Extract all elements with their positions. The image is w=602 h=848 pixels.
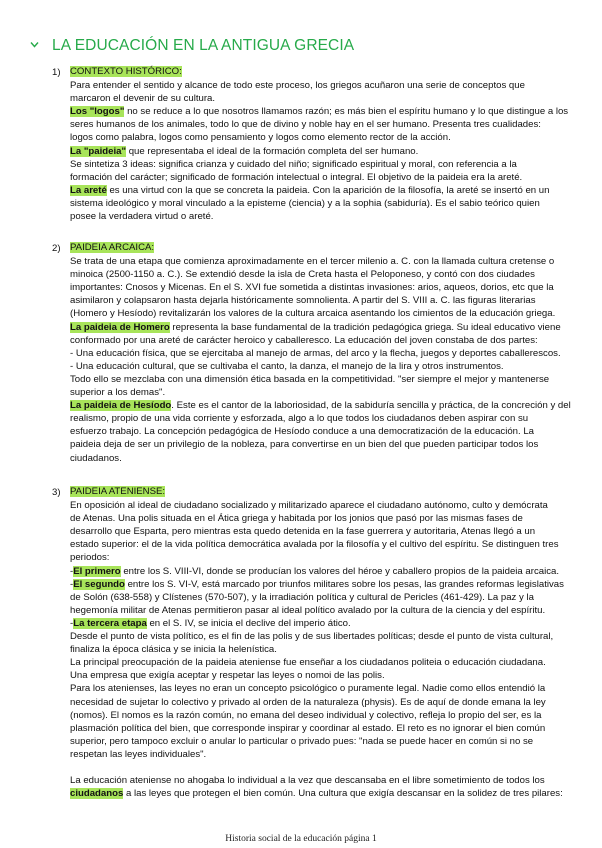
chevron-down-icon[interactable] <box>30 39 44 51</box>
section-number: 1) <box>52 67 61 78</box>
text-line: superior a los demas". <box>70 387 166 398</box>
text-line <box>70 106 568 118</box>
text-line: En oposición al ideal de ciudadano socializado y militarizado aparece el ciudadano autónomo, culto y demócrata <box>70 500 548 511</box>
highlighted-term: Los "logos" <box>70 106 125 118</box>
text-line: respetan las leyes individuales". <box>70 748 207 760</box>
bullet-dash: - <box>70 617 74 629</box>
section-heading-text: PAIDEIA ARCAICA: <box>70 242 155 253</box>
text-line: periodos: <box>70 552 110 564</box>
text-line: logos como palabra, logos como pensamiento y logos como elemento rector de la acción. <box>70 132 451 144</box>
section-heading <box>70 242 154 254</box>
section-heading <box>70 66 182 78</box>
text-line: paideia deja de ser un privilegio de la nobleza, para convertirse en un bien del que pueden participar todos los <box>70 439 539 451</box>
text-line: estado superior: el de la vida política democrática avalada por la filosofía y el cultivo del espíritu. Se distinguen tres <box>70 539 559 551</box>
highlighted-term: La paideia de Hesíodo <box>70 400 172 412</box>
text-line: posee la verdadera virtud o areté. <box>70 211 214 222</box>
text-line: Desde el punto de vista político, es el fin de las polis y de sus libertades políticas; desde el punto de vista cultural, <box>70 631 554 642</box>
text-line: La educación ateniense no ahogaba lo individual a la vez que descansaba en el libre sometimiento de todos los <box>70 775 545 787</box>
text-line: Una empresa que exigía aceptar y respetar las leyes o nomoi de las polis. <box>70 670 385 682</box>
text-line: (Homero y Hesíodo) revitalizarán los valores de la cultura arcaica asentando los cimientos de la educación griega. <box>70 308 556 320</box>
text-run: no se reduce a lo que nosotros llamamos razón; es más bien el espíritu humano y lo que distingue a los <box>124 106 569 118</box>
section-number: 3) <box>52 487 61 498</box>
highlighted-term: La paideia de Homero <box>70 321 170 333</box>
highlighted-term: El segundo <box>73 578 125 590</box>
section-heading-text: PAIDEIA ATENIENSE: <box>70 486 166 497</box>
text-run: entre los S. VIII-VI, donde se producían los valores del héroe y caballero propios de la paideia arcaica. <box>120 565 560 577</box>
text-line: (nomos). El nomos es la razón común, no emana del deseo individual y colectivo, refleja lo propio del ser, es la <box>70 709 542 721</box>
text-line <box>70 400 571 412</box>
text-line <box>70 322 561 334</box>
bullet-dash: - <box>70 578 74 590</box>
section-heading-text: CONTEXTO HISTÓRICO: <box>70 66 182 77</box>
text-line: importantes: Cnosos y Micenas. En el S. XVI fue sometida a distintas invasiones: arios, aqueos, dorios, etc que la <box>70 282 554 294</box>
text-line: marcaron el devenir de su cultura. <box>70 93 216 105</box>
text-line: La principal preocupación de la paideia ateniense fue enseñar a los ciudadanos politeia o educación ciudadana. <box>70 657 546 669</box>
text-line: Se trata de una etapa que comienza aproximadamente en el tercer milenio a. C. con la llamada cultura cretense o <box>70 256 555 267</box>
text-line: finaliza la época clásica y se inicia la helenística. <box>70 644 277 656</box>
text-run: que representaba el ideal de la formación completa del ser humano. <box>126 145 419 157</box>
text-line: Todo ello se mezclaba con una dimensión ética basada en la competitividad. "ser siempre el mejor y mantenerse <box>70 373 550 385</box>
text-run: a las leyes que protegen el bien común. Una cultura que exigía descansar en la solidez de tres pilares: <box>123 788 563 800</box>
text-line: formación del carácter; significado de formación intelectual o integral. El objetivo de la paideia era la areté. <box>70 171 523 183</box>
text-line: esfuerzo trabajo. La concepción pedagógica de Hesíodo conduce a una democratización de la educación. La <box>70 426 535 438</box>
text-line <box>70 788 563 800</box>
highlighted-term: La areté <box>70 184 107 196</box>
text-line <box>70 566 559 578</box>
text-line: - Una educación física, que se ejercitaba al manejo de armas, del arco y la flecha, juegos y deportes caballerescos. <box>70 347 561 359</box>
text-run: es una virtud con la que se concreta la paideia. Con la aparición de la filosofía, la areté se insertó en un <box>106 184 550 196</box>
text-line <box>70 185 549 197</box>
text-line: realismo, propio de una vida corriente y esforzada, algo a lo que todos los ciudadanos deben aspirar con su <box>70 413 529 425</box>
text-line: plasmación política del bien, que corresponde inspirar y coordinar al estado. El reto es no ignorar el bien común <box>70 722 546 734</box>
text-line: superior, pero tampoco excluir o anular lo particular o privado pues: "nada se puede hacer en común si no se <box>70 735 534 747</box>
text-line: de Solón (638-558) y Clístenes (570-507), y la irradiación política y cultural de Pericles (461-429). La paz y la <box>70 591 534 603</box>
text-line <box>70 618 351 630</box>
text-line: desarrollo que Esparta, pero mientras esta quedo detenida en la fase guerrera y autoritaria, Atenas llegó a un <box>70 526 536 538</box>
text-line: minoica (2500-1150 a. C.). Se extendió desde la isla de Creta hasta el Peloponeso, y contó con dos ciudades <box>70 269 535 281</box>
text-run: representa la base fundamental de la tradición pedagógica griega. Su ideal educativo viene <box>169 321 561 333</box>
highlighted-term: La tercera etapa <box>73 617 147 629</box>
text-line: hegemonía militar de Atenas permitieron pasar al ideal político avalado por la cultura de la ciencia y del espíritu. <box>70 604 546 616</box>
text-run: entre los S. VI-V, está marcado por triunfos militares sobre los pesas, las grandes reformas legislativas <box>124 578 564 590</box>
bullet-dash: - <box>70 565 74 577</box>
text-line: sistema ideológico y moral vinculado a la episteme (ciencia) y a la sophia (sabiduría). Es el sabio teórico quien <box>70 197 540 209</box>
text-line: - Una educación cultural, que se cultivaba el canto, la danza, el manejo de la lira y otros instrumentos. <box>70 360 504 372</box>
text-line: ciudadanos. <box>70 452 122 464</box>
text-line: seres humanos de los animales, todo lo que de divino y noble hay en el ser humano. Presenta tres cualidades: <box>70 119 541 131</box>
page-footer: Historia social de la educación página 1 <box>225 834 377 844</box>
text-line: Para los atenienses, las leyes no eran un concepto psicológico o puramente legal. Nadie como ellos entendió la <box>70 683 546 695</box>
text-line <box>70 579 564 591</box>
page-title <box>30 37 354 55</box>
text-run: en el S. IV, se inicia el declive del imperio ático. <box>146 617 351 629</box>
section-heading <box>70 486 165 498</box>
text-line: de Atenas. Una polis situada en el Ática griega y habitada por los jonios que pasó por las mismas fases de <box>70 513 523 525</box>
text-line: Para entender el sentido y alcance de todo este proceso, los griegos acuñaron una serie de conceptos que <box>70 80 525 91</box>
text-line: Se sintetiza 3 ideas: significa crianza y cuidado del niño; significado espiritual y moral, con referencia a la <box>70 158 517 170</box>
title-text: LA EDUCACIÓN EN LA ANTIGUA GRECIA <box>52 37 355 54</box>
text-line: asimilaron y colapsaron hasta dejarla históricamente somnolienta. A partir del S. VIII a. C. las figuras literarias <box>70 295 536 307</box>
highlighted-term: ciudadanos <box>70 788 124 800</box>
highlighted-term: La "paideia" <box>70 145 127 157</box>
text-run: . Este es el cantor de la laboriosidad, de la sabiduría sencilla y práctica, de la concreción y del <box>171 400 571 412</box>
text-line: conformado por una areté de carácter heroico y caballeresco. La educación del joven constaba de dos partes: <box>70 334 538 346</box>
highlighted-term: El primero <box>73 565 121 577</box>
text-line <box>70 146 418 158</box>
section-number: 2) <box>52 243 61 254</box>
text-line: necesidad de sujetar lo colectivo y privado al orden de la naturaleza (physis). Es de aquí de donde emana la ley <box>70 696 546 708</box>
